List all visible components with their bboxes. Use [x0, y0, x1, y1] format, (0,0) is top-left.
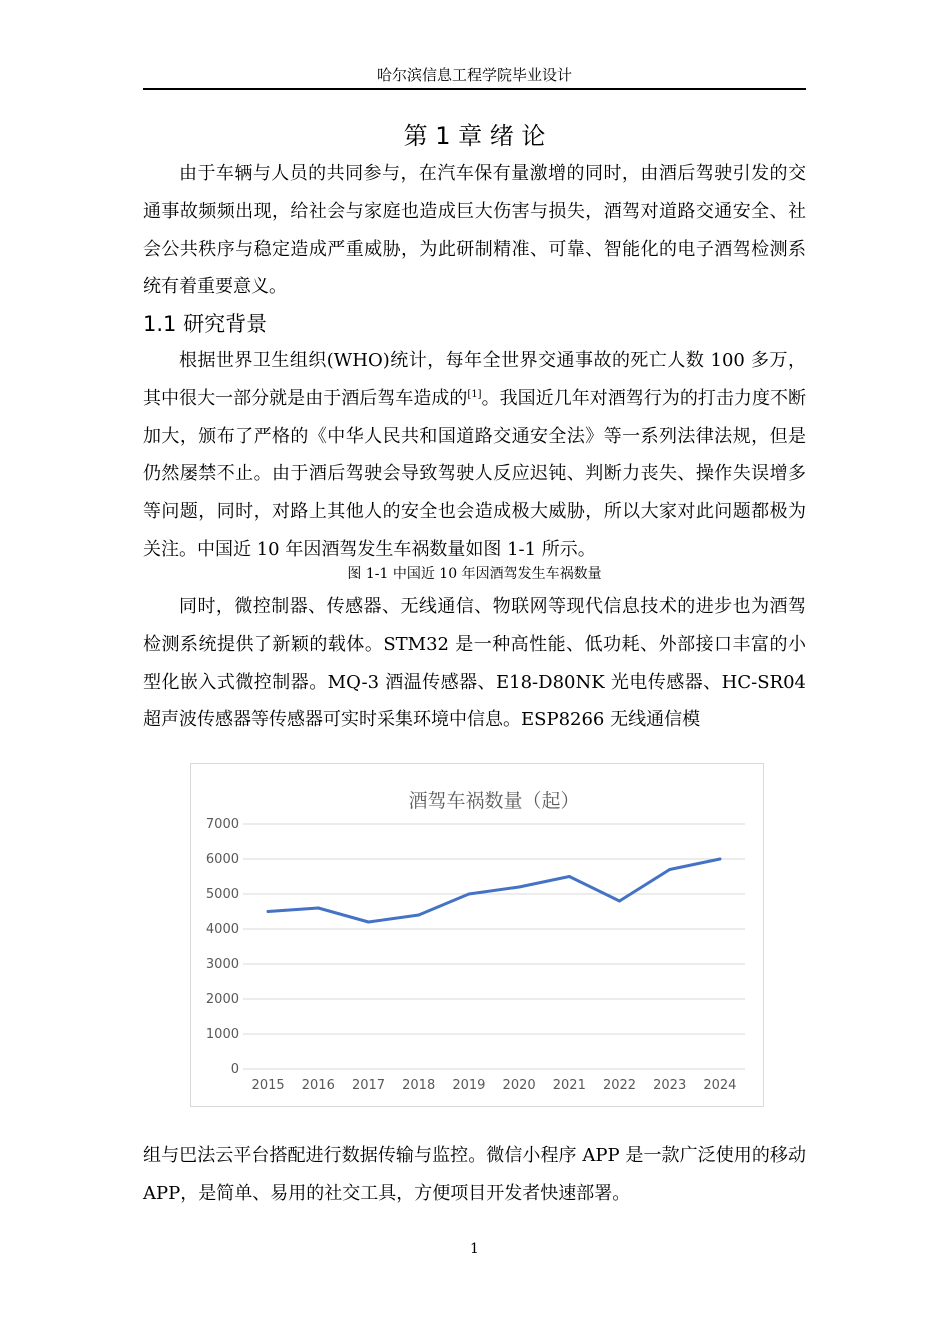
y-tick-label: 4000: [205, 922, 239, 937]
chart-svg: [191, 764, 765, 1108]
x-tick-label: 2019: [452, 1078, 486, 1093]
page-number: 1: [470, 1241, 479, 1257]
data-point: [417, 914, 420, 917]
section-title: 1.1 研究背景: [143, 312, 268, 336]
page-header: 哈尔滨信息工程学院毕业设计: [376, 66, 572, 84]
chapter-title: 第 1 章 绪 论: [403, 122, 546, 150]
header-rule: [143, 88, 806, 90]
y-tick-label: 6000: [205, 852, 239, 867]
citation-ref[interactable]: [1]: [467, 388, 482, 400]
background-paragraph-1: [143, 342, 806, 569]
intro-paragraph: 由于车辆与人员的共同参与，在汽车保有量激增的同时，由酒后驾驶引发的交通事故频频出现，给社会与家庭也造成巨大伤害与损失，酒驾对道路交通安全、社会公共秩序与稳定造成严重威胁，为此研制精准、可靠、智能化的电子酒驾检测系统有着重要意义。: [143, 163, 806, 298]
x-tick-label: 2021: [552, 1078, 586, 1093]
data-point: [718, 858, 721, 861]
data-point: [668, 868, 671, 871]
data-point: [618, 900, 621, 903]
y-tick-label: 1000: [205, 1027, 239, 1042]
x-tick-label: 2020: [502, 1078, 536, 1093]
x-tick-label: 2015: [251, 1078, 285, 1093]
p1-text-a: 根据世界卫生组织(WHO)统计，每年全世界交通事故的死亡人数 100 多万，其中很大一部分就是由于酒后驾车造成的: [143, 350, 806, 409]
series-line: [268, 859, 720, 922]
chart-title: 酒驾车祸数量（起）: [408, 790, 580, 812]
data-point: [568, 875, 571, 878]
y-tick-label: 7000: [205, 817, 239, 832]
y-tick-label: 5000: [205, 887, 239, 902]
y-tick-label: 0: [230, 1062, 239, 1077]
figure-caption: 图 1-1 中国近 10 年因酒驾发生车祸数量: [347, 566, 602, 582]
y-tick-label: 3000: [205, 957, 239, 972]
background-paragraph-3: 组与巴法云平台搭配进行数据传输与监控。微信小程序 APP 是一款广泛使用的移动 APP，是简单、易用的社交工具，方便项目开发者快速部署。: [143, 1145, 806, 1204]
line-chart: [190, 763, 764, 1107]
background-paragraph-2: 同时，微控制器、传感器、无线通信、物联网等现代信息技术的进步也为酒驾检测系统提供了新颖的载体。STM32 是一种高性能、低功耗、外部接口丰富的小型化嵌入式微控制器。MQ-3 酒温传感器、E18-D80NK 光电传感器、HC-SR04 超声波传感器等传感器可实时采集环境中信息。ESP8266 无线通信模: [143, 596, 806, 731]
x-tick-label: 2016: [301, 1078, 335, 1093]
data-point: [367, 921, 370, 924]
data-point: [518, 886, 521, 889]
x-tick-label: 2018: [402, 1078, 436, 1093]
y-tick-label: 2000: [205, 992, 239, 1007]
x-tick-label: 2017: [351, 1078, 386, 1093]
p1-text-b: 。我国近几年对酒驾行为的打击力度不断加大，颁布了严格的《中华人民共和国道路交通安全法》等一系列法律法规，但是仍然屡禁不止。由于酒后驾驶会导致驾驶人反应迟钝、判断力丧失、操作失误增多等问题，同时，对路上其他人的安全也会造成极大威胁，所以大家对此问题都极为关注。中国近 10 年因酒驾发生车祸数量如图 1-1 所示。: [143, 387, 807, 560]
data-point: [317, 907, 320, 910]
data-point: [267, 910, 270, 913]
x-tick-label: 2024: [703, 1078, 737, 1093]
x-tick-label: 2023: [653, 1078, 687, 1093]
data-point: [467, 893, 470, 896]
x-tick-label: 2022: [602, 1078, 637, 1093]
